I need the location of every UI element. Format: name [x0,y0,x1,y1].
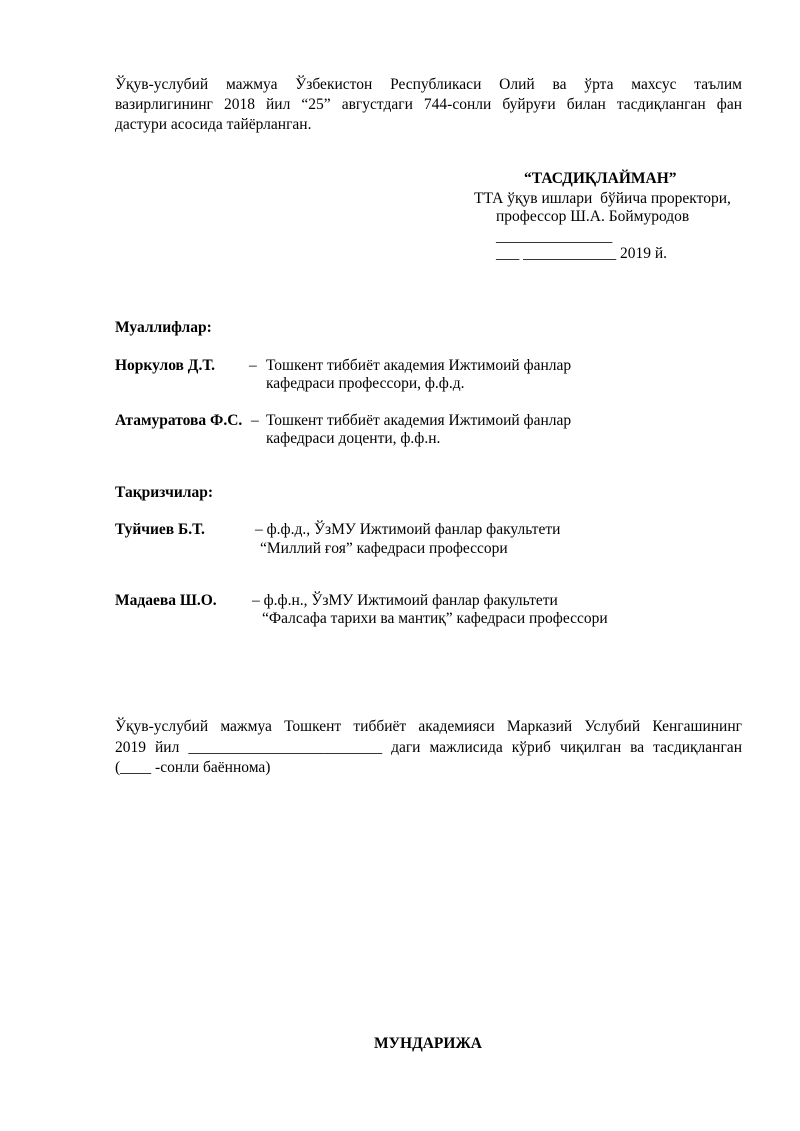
signature-line: _______________ [496,228,613,245]
author-affiliation-line-1: Тошкент тиббиёт академия Ижтимоий фанлар [266,357,572,374]
approval-name: профессор Ш.А. Боймуродов [496,208,690,225]
approval-heading: “ТАСДИҚЛАЙМАН” [524,170,677,187]
approval-position: ТТА ўқув ишлари бўйича проректори, [474,190,731,207]
reviewer-name: Туйчиев Б.Т. [115,521,205,538]
author-dash: – [251,412,259,429]
reviewers-heading: Тақризчилар: [115,484,214,501]
reviewer-affiliation-line-1: – ф.ф.д., ЎзМУ Ижтимоий фанлар факультети [255,521,561,538]
contents-heading: МУНДАРИЖА [374,1035,482,1052]
author-dash: – [249,357,257,374]
reviewer-name: Мадаева Ш.О. [115,592,217,609]
author-affiliation-line-2: кафедраси доценти, ф.ф.н. [266,430,441,447]
author-affiliation-line-1: Тошкент тиббиёт академия Ижтимоий фанлар [266,412,572,429]
reviewer-affiliation-line-2: “Фалсафа тарихи ва мантиқ” кафедраси профессори [262,610,608,627]
council-line-3: (____ -сонли баённома) [115,759,271,776]
reviewer-affiliation-line-2: “Миллий ғоя” кафедраси профессори [260,540,508,557]
intro-line-2: вазирлигининг 2018 йил “25” августдаги 744-сонли буйруғи билан тасдиқланган фан [115,96,742,113]
author-affiliation-line-2: кафедраси профессори, ф.ф.д. [266,375,465,392]
intro-line-3: дастури асосида тайёрланган. [115,116,312,133]
reviewer-affiliation-line-1: – ф.ф.н., ЎзМУ Ижтимоий фанлар факультети [252,592,558,609]
council-line-1: Ўқув-услубий мажмуа Тошкент тиббиёт академияси Марказий Услубий Кенгашининг [115,718,742,735]
approval-date-line: ___ ____________ 2019 й. [496,245,668,262]
author-name: Норкулов Д.Т. [115,357,216,374]
authors-heading: Муаллифлар: [115,319,212,336]
intro-line-1: Ўқув-услубий мажмуа Ўзбекистон Республикаси Олий ва ўрта махсус таълим [115,76,742,93]
council-line-2: 2019 йил _________________________ даги мажлисида кўриб чиқилган ва тасдиқланган [115,739,742,756]
author-name: Атамуратова Ф.С. [115,412,243,429]
